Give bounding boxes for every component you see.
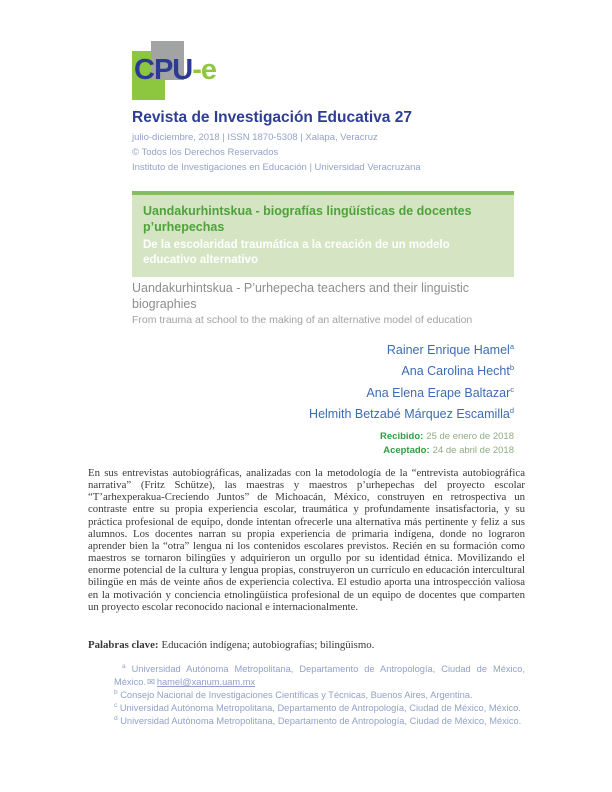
- footnote-mark: c: [114, 702, 118, 710]
- keywords-label: Palabras clave:: [88, 639, 159, 651]
- banner-body: [132, 195, 514, 277]
- journal-rights-line: © Todos los Derechos Reservados: [132, 147, 279, 159]
- logo-e-text: -e: [192, 54, 217, 86]
- article-title-en: Uandakurhintskua - P’urhepecha teachers and their linguistic biographies: [132, 281, 469, 311]
- logo-cpu-text: CPU: [134, 54, 193, 86]
- author-name: Helmith Betzabé Márquez Escamilla$^d$: [309, 405, 514, 421]
- accepted-date: 24 de abril de 2018: [432, 445, 514, 456]
- abstract-paragraph: En sus entrevistas autobiográficas, analizadas con la metodología de la “entrevista autobiográfica narrativa” (Fritz Schütze), las maestras y maestros p’urhepechas del proyecto escolar “T’arhexperakua-Creciendo Juntos” de Michoacán, México, construyen en retrospectiva un contraste entre su propia experiencia escolar, traumática y profundamente insatisfactoria, y su práctica profesional de equipo, donde intentan ofrecerle una alternativa más pertinente y feliz a sus alumnos. Los docentes narran su propia experiencia de primaria indígena, donde no lograron aprender bien la “otra” lengua ni los contenidos escolares previstos. Recién en su formación como maestros se tornaron bilingües y adquirieron un orgullo por su identidad étnica. Movilizando el enorme potencial de la cultura y lengua propias, construyeron un currículo en educación intercultural bilingüe en más de veinte años de experiencia colectiva. El estudio aporta una introspección valiosa en la motivación y conciencia etnolingüística profesional de un equipo de docentes que comparten un proyecto escolar reconocido nacional e internacionalmente.: [88, 467, 525, 613]
- author-name: Rainer Enrique Hamel$^a$: [386, 341, 514, 357]
- article-title-banner: [132, 191, 514, 277]
- journal-meta: [132, 130, 421, 176]
- footnote-d: [114, 715, 525, 728]
- author-email-link[interactable]: hamel@xanum.uam.mx: [156, 677, 256, 688]
- accepted-label: Aceptado:: [383, 445, 430, 456]
- footnote-text: Universidad Autónoma Metropolitana, Departamento de Antropología, Ciudad de México, México.: [119, 703, 521, 714]
- journal-title: Revista de Investigación Educativa 27: [132, 109, 412, 126]
- footnote-mark: b: [114, 689, 118, 697]
- keywords-text: Educación indígena; autobiografías; bilingüismo.: [161, 639, 375, 651]
- footnote-c: [114, 702, 525, 715]
- received-line: [380, 430, 514, 444]
- author-affiliation-mark: a: [509, 341, 514, 351]
- footnote-mark: d: [114, 715, 118, 723]
- author-list: [309, 340, 514, 425]
- journal-logo: [132, 41, 272, 101]
- review-dates: [380, 430, 514, 458]
- footnote-text: Universidad Autónoma Metropolitana, Departamento de Antropología, Ciudad de México, México.: [120, 716, 522, 727]
- footnote-text: Universidad Autónoma Metropolitana, Departamento de Antropología, Ciudad de México, México.: [114, 664, 525, 688]
- author-name: Ana Elena Erape Baltazar$^c$: [366, 384, 514, 400]
- logo-wordmark: [134, 56, 216, 85]
- journal-institute-line: Instituto de Investigaciones en Educación | Universidad Veracruzana: [132, 162, 421, 174]
- footnote-b: [114, 689, 525, 702]
- author-name: Ana Carolina Hecht$^b$: [401, 363, 514, 379]
- author-affiliation-mark: c: [510, 384, 514, 394]
- email-icon: ✉: [147, 677, 155, 688]
- received-date: 25 de enero de 2018: [426, 431, 514, 442]
- footnote-a: [114, 663, 525, 689]
- affiliation-footnotes: [114, 663, 525, 728]
- footnote-text: Consejo Nacional de Investigaciones Científicas y Técnicas, Buenos Aires, Argentina.: [120, 690, 473, 701]
- article-title-es: Uandakurhintskua - biografías lingüísticas de docentes p’urhepechas: [143, 204, 472, 234]
- article-subtitle-es: De la escolaridad traumática a la creación de un modelo educativo alternativo: [143, 239, 450, 266]
- accepted-line: [380, 444, 514, 458]
- author-affiliation-mark: b: [509, 363, 514, 373]
- received-label: Recibido:: [380, 431, 424, 442]
- article-subtitle-en: From trauma at school to the making of an alternative model of education: [132, 314, 473, 326]
- footnote-mark: a: [122, 662, 126, 670]
- author-affiliation-mark: d: [509, 405, 514, 415]
- journal-issue-line: julio-diciembre, 2018 | ISSN 1870-5308 | Xalapa, Veracruz: [132, 132, 378, 143]
- keywords-line: [88, 639, 525, 651]
